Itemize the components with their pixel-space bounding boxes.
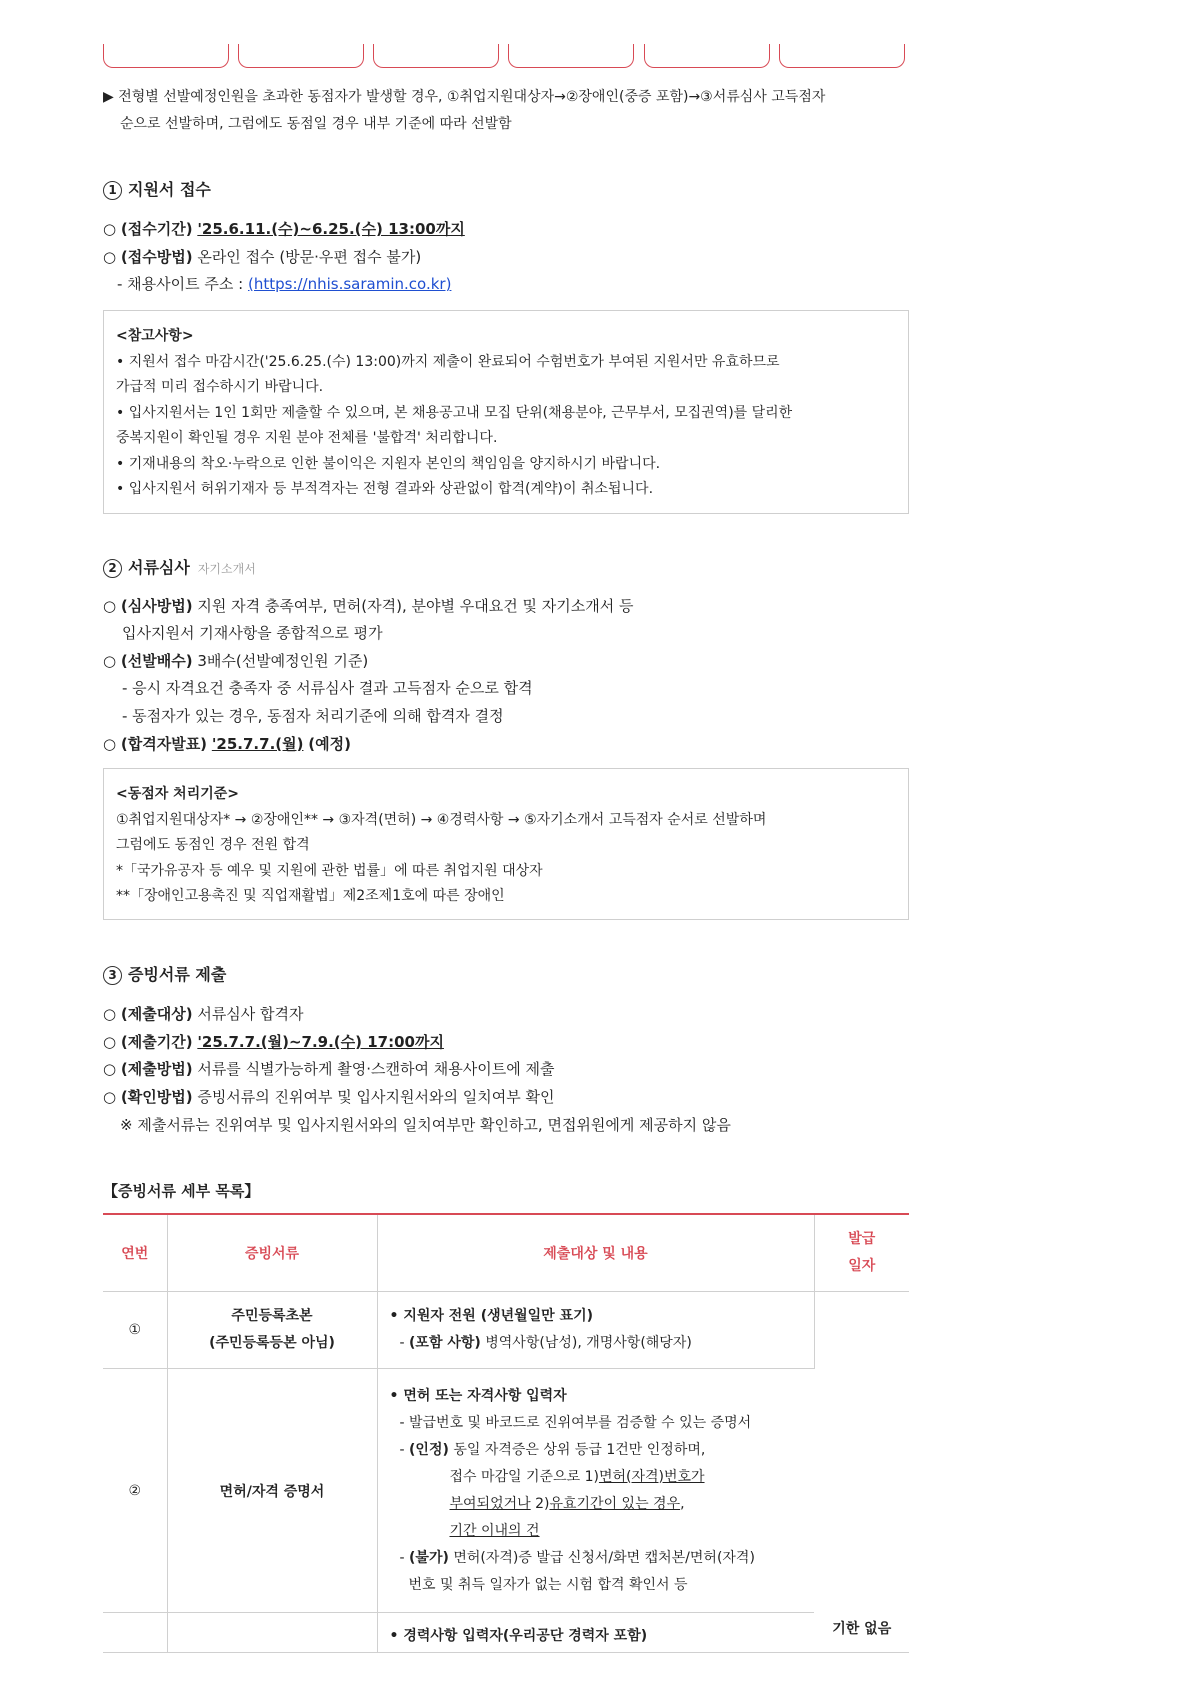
criteria-line: **「장애인고용촉진 및 직업재활법」제2조제1호에 따른 장애인	[116, 888, 505, 904]
note-line: • 지원서 접수 마감시간('25.6.25.(수) 13:00)까지 제출이 완료되어 수험번호가 부여된 지원서만 유효하므로	[116, 354, 780, 370]
col-header-num: 연번	[103, 1215, 167, 1292]
row3-doc	[167, 1613, 377, 1653]
sec3-target: ○ (제출대상) 서류심사 합격자	[103, 1005, 304, 1023]
row3-content: • 경력사항 입력자(우리공단 경력자 포함)	[377, 1613, 814, 1653]
row1-doc: 주민등록초본 (주민등록등본 아님)	[167, 1292, 377, 1369]
section-2-title: 2 서류심사 자기소개서	[103, 555, 256, 578]
note-title: <참고사항>	[116, 328, 194, 344]
row1-num: ①	[103, 1292, 167, 1369]
sec2-method-2: 입사지원서 기재사항을 종합적으로 평가	[122, 624, 383, 642]
sec2-method: ○ (심사방법) 지원 자격 충족여부, 면허(자격), 분야별 우대요건 및 자기소개서 등	[103, 597, 634, 615]
tie-note-line1: 전형별 선발예정인원을 초과한 동점자가 발생할 경우, ①취업지원대상자→②장애인(중증 포함)→③서류심사 고득점자	[118, 89, 826, 105]
sec2-ratio-sub2: - 동점자가 있는 경우, 동점자 처리기준에 의해 합격자 결정	[122, 707, 504, 725]
documents-table	[103, 1215, 909, 1653]
criteria-title: <동점자 처리기준>	[116, 786, 240, 802]
recruit-site-link[interactable]: (https://nhis.saramin.co.kr)	[247, 275, 452, 293]
sec1-period-value: '25.6.11.(수)~6.25.(수) 13:00까지	[197, 220, 465, 238]
tab-2	[238, 44, 364, 68]
col-header-issue-date: 발급 일자	[814, 1215, 909, 1292]
criteria-line: 그럼에도 동점인 경우 전원 합격	[116, 837, 310, 853]
criteria-line: *「국가유공자 등 예우 및 지원에 관한 법률」에 따른 취업지원 대상자	[116, 863, 543, 879]
criteria-line: ①취업지원대상자* → ②장애인** → ③자격(면허) → ④경력사항 → ⑤자기소개서 고득점자 순서로 선발하며	[116, 812, 767, 828]
row2-num: ②	[103, 1369, 167, 1613]
tab-1	[103, 44, 229, 68]
row1-content: • 지원자 전원 (생년월일만 표기) - (포함 사항) 병역사항(남성), 개명사항(해당자)	[377, 1292, 814, 1369]
sec2-announce: ○ (합격자발표) '25.7.7.(월) (예정)	[103, 735, 351, 753]
row2-doc: 면허/자격 증명서	[167, 1369, 377, 1613]
note-line: 가급적 미리 접수하시기 바랍니다.	[116, 379, 324, 395]
table-header-row	[103, 1215, 909, 1292]
tie-note-line2: 순으로 선발하며, 그럼에도 동점일 경우 내부 기준에 따라 선발함	[120, 116, 512, 132]
sec1-site: - 채용사이트 주소 : (https://nhis.saramin.co.kr)	[117, 275, 452, 293]
sec3-period: ○ (제출기간) '25.7.7.(월)~7.9.(수) 17:00까지	[103, 1033, 444, 1051]
section-3-title: 3 증빙서류 제출	[103, 962, 226, 985]
row2-content: • 면허 또는 자격사항 입력자 - 발급번호 및 바코드로 진위여부를 검증할 수 있는 증명서 - (인정) 동일 자격증은 상위 등급 1건만 인정하며, 접수 마감일 기준으로 1)면허(자격)번호가 부여되었거나 2)유효기간이 있는 경우, 기간 이내의 건 - (불가) 면허(자격)증 발급 신청서/화면 캡처본/면허(자격) 번호 및 취득 일자가 없는 시험 합격 확인서 등	[377, 1369, 814, 1613]
tab-6	[779, 44, 905, 68]
note-line: • 기재내용의 착오·누락으로 인한 불이익은 지원자 본인의 책임임을 양지하시기 바랍니다.	[116, 456, 661, 472]
tab-5	[644, 44, 770, 68]
row3-num	[103, 1613, 167, 1653]
circle-number-icon: 2	[103, 559, 122, 578]
sec1-method: ○ (접수방법) 온라인 접수 (방문·우편 접수 불가)	[103, 248, 422, 266]
circle-number-icon: 3	[103, 966, 122, 985]
issue-date-cell: 기한 없음	[814, 1292, 909, 1653]
note-line: 중복지원이 확인될 경우 지원 분야 전체를 '불합격' 처리합니다.	[116, 430, 498, 446]
tie-note	[103, 86, 825, 106]
sec2-ratio: ○ (선발배수) 3배수(선발예정인원 기준)	[103, 652, 369, 670]
sec3-notice: ※ 제출서류는 진위여부 및 입사지원서와의 일치여부만 확인하고, 면접위원에게 제공하지 않음	[120, 1116, 731, 1134]
table-row	[103, 1369, 909, 1613]
tab-3	[373, 44, 499, 68]
tab-4	[508, 44, 634, 68]
col-header-doc: 증빙서류	[167, 1215, 377, 1292]
sec2-ratio-sub1: - 응시 자격요건 충족자 중 서류심사 결과 고득점자 순으로 합격	[122, 679, 533, 697]
sec1-period: ○ (접수기간) '25.6.11.(수)~6.25.(수) 13:00까지	[103, 220, 465, 238]
docs-heading: 【증빙서류 세부 목록】	[103, 1182, 260, 1200]
sec3-check: ○ (확인방법) 증빙서류의 진위여부 및 입사지원서와의 일치여부 확인	[103, 1088, 555, 1106]
triangle-icon: ▶	[103, 89, 114, 105]
sec3-method: ○ (제출방법) 서류를 식별가능하게 촬영·스캔하여 채용사이트에 제출	[103, 1060, 555, 1078]
reference-note-box	[103, 310, 909, 514]
table-row	[103, 1613, 909, 1653]
tie-criteria-box	[103, 768, 909, 920]
note-line: • 입사지원서는 1인 1회만 제출할 수 있으며, 본 채용공고내 모집 단위(채용분야, 근무부서, 모집권역)를 달리한	[116, 405, 793, 421]
table-row	[103, 1292, 909, 1369]
section-1-title: 1 지원서 접수	[103, 177, 211, 200]
note-line: • 입사지원서 허위기재자 등 부적격자는 전형 결과와 상관없이 합격(계약)이 취소됩니다.	[116, 481, 654, 497]
col-header-content: 제출대상 및 내용	[377, 1215, 814, 1292]
circle-number-icon: 1	[103, 181, 122, 200]
